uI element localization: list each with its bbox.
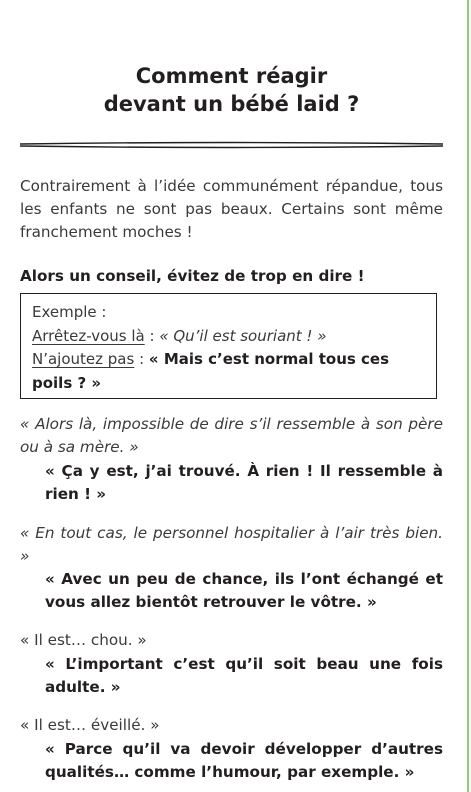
title-line-1: Comment réagir: [135, 64, 328, 88]
page-title: [20, 62, 443, 118]
example-box: [20, 293, 437, 399]
title-divider: [20, 139, 443, 151]
example-dont-line: [32, 348, 426, 395]
intro-paragraph: Contrairement à l’idée communément répandue, tous les enfants ne sont pas beaux. Certains sont même franchement moches !: [20, 177, 443, 241]
reply-4: « Parce qu’il va devoir développer d’autres qualités… comme l’humour, par exemple. »: [45, 740, 443, 781]
title-line-2: devant un bébé laid ?: [103, 92, 360, 116]
dont-label: N’ajoutez pas: [32, 350, 135, 368]
dont-separator: :: [134, 350, 149, 368]
page-edge-line: [467, 0, 469, 792]
remark-3: « Il est… chou. »: [20, 631, 147, 649]
stop-quote: « Qu’il est souriant ! »: [159, 326, 327, 345]
example-label: Exemple :: [32, 303, 107, 321]
remark-1: « Alors là, impossible de dire s’il ressemble à son père ou à sa mère. »: [20, 415, 443, 456]
reply-3: « L’important c’est qu’il soit beau une fois adulte. »: [45, 655, 443, 696]
reply-1: « Ça y est, j’ai trouvé. À rien ! Il ressemble à rien ! »: [45, 462, 443, 503]
advice-heading: Alors un conseil, évitez de trop en dire !: [20, 267, 365, 285]
dont-quote: « Mais c’est normal tous ces poils ? »: [32, 350, 390, 392]
stop-separator: :: [144, 326, 160, 345]
remark-4: « Il est… éveillé. »: [20, 716, 160, 734]
stop-label: Arrêtez-vous là: [32, 326, 145, 345]
remark-2: « En tout cas, le personnel hospitalier à l’air très bien. »: [20, 524, 443, 565]
example-stop-line: [32, 325, 426, 349]
reply-2: « Avec un peu de chance, ils l’ont échangé et vous allez bientôt retrouver le vôtre. »: [45, 570, 443, 611]
